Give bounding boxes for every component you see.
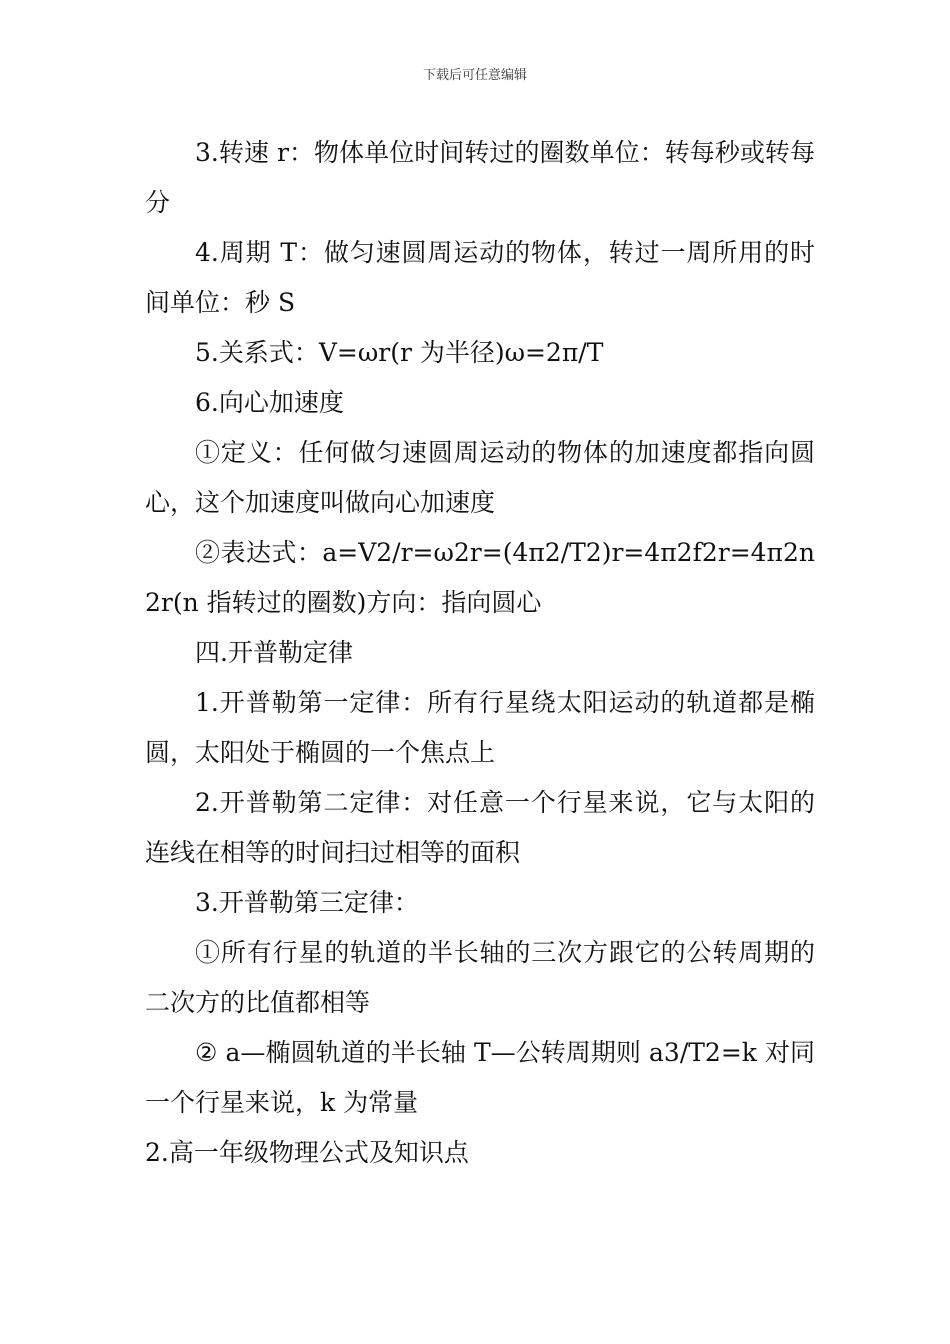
paragraph-kepler-second-law: 2.开普勒第二定律：对任意一个行星来说，它与太阳的连线在相等的时间扫过相等的面积 bbox=[145, 788, 815, 867]
document-body bbox=[145, 128, 815, 1178]
paragraph-kepler-third-law: 3.开普勒第三定律： bbox=[195, 888, 419, 917]
section-heading: 2.高一年级物理公式及知识点 bbox=[145, 1138, 469, 1167]
paragraph-relation: 5.关系式：V=ωr(r 为半径)ω=2π/T bbox=[195, 338, 604, 367]
paragraph-kepler-third-law-statement: ①所有行星的轨道的半长轴的三次方跟它的公转周期的二次方的比值都相等 bbox=[145, 938, 815, 1017]
paragraph-kepler-heading: 四.开普勒定律 bbox=[195, 638, 353, 667]
paragraph-kepler-third-law-formula: ② a—椭圆轨道的半长轴 T—公转周期则 a3/T2=k 对同一个行星来说，k 为常量 bbox=[145, 1038, 815, 1117]
paragraph-centripetal-definition: ①定义：任何做匀速圆周运动的物体的加速度都指向圆心，这个加速度叫做向心加速度 bbox=[145, 438, 815, 517]
page-header: 下载后可任意编辑 bbox=[422, 68, 527, 83]
paragraph-kepler-first-law: 1.开普勒第一定律：所有行星绕太阳运动的轨道都是椭圆，太阳处于椭圆的一个焦点上 bbox=[145, 688, 815, 767]
paragraph-period: 4.周期 T：做匀速圆周运动的物体，转过一周所用的时间单位：秒 S bbox=[145, 238, 815, 317]
paragraph-centripetal-heading: 6.向心加速度 bbox=[195, 388, 344, 417]
paragraph-rotation-speed: 3.转速 r：物体单位时间转过的圈数单位：转每秒或转每分 bbox=[145, 138, 815, 217]
paragraph-centripetal-formula: ②表达式：a=V2/r=ω2r=(4π2/T2)r=4π2f2r=4π2n2r(n 指转过的圈数)方向：指向圆心 bbox=[145, 538, 815, 617]
